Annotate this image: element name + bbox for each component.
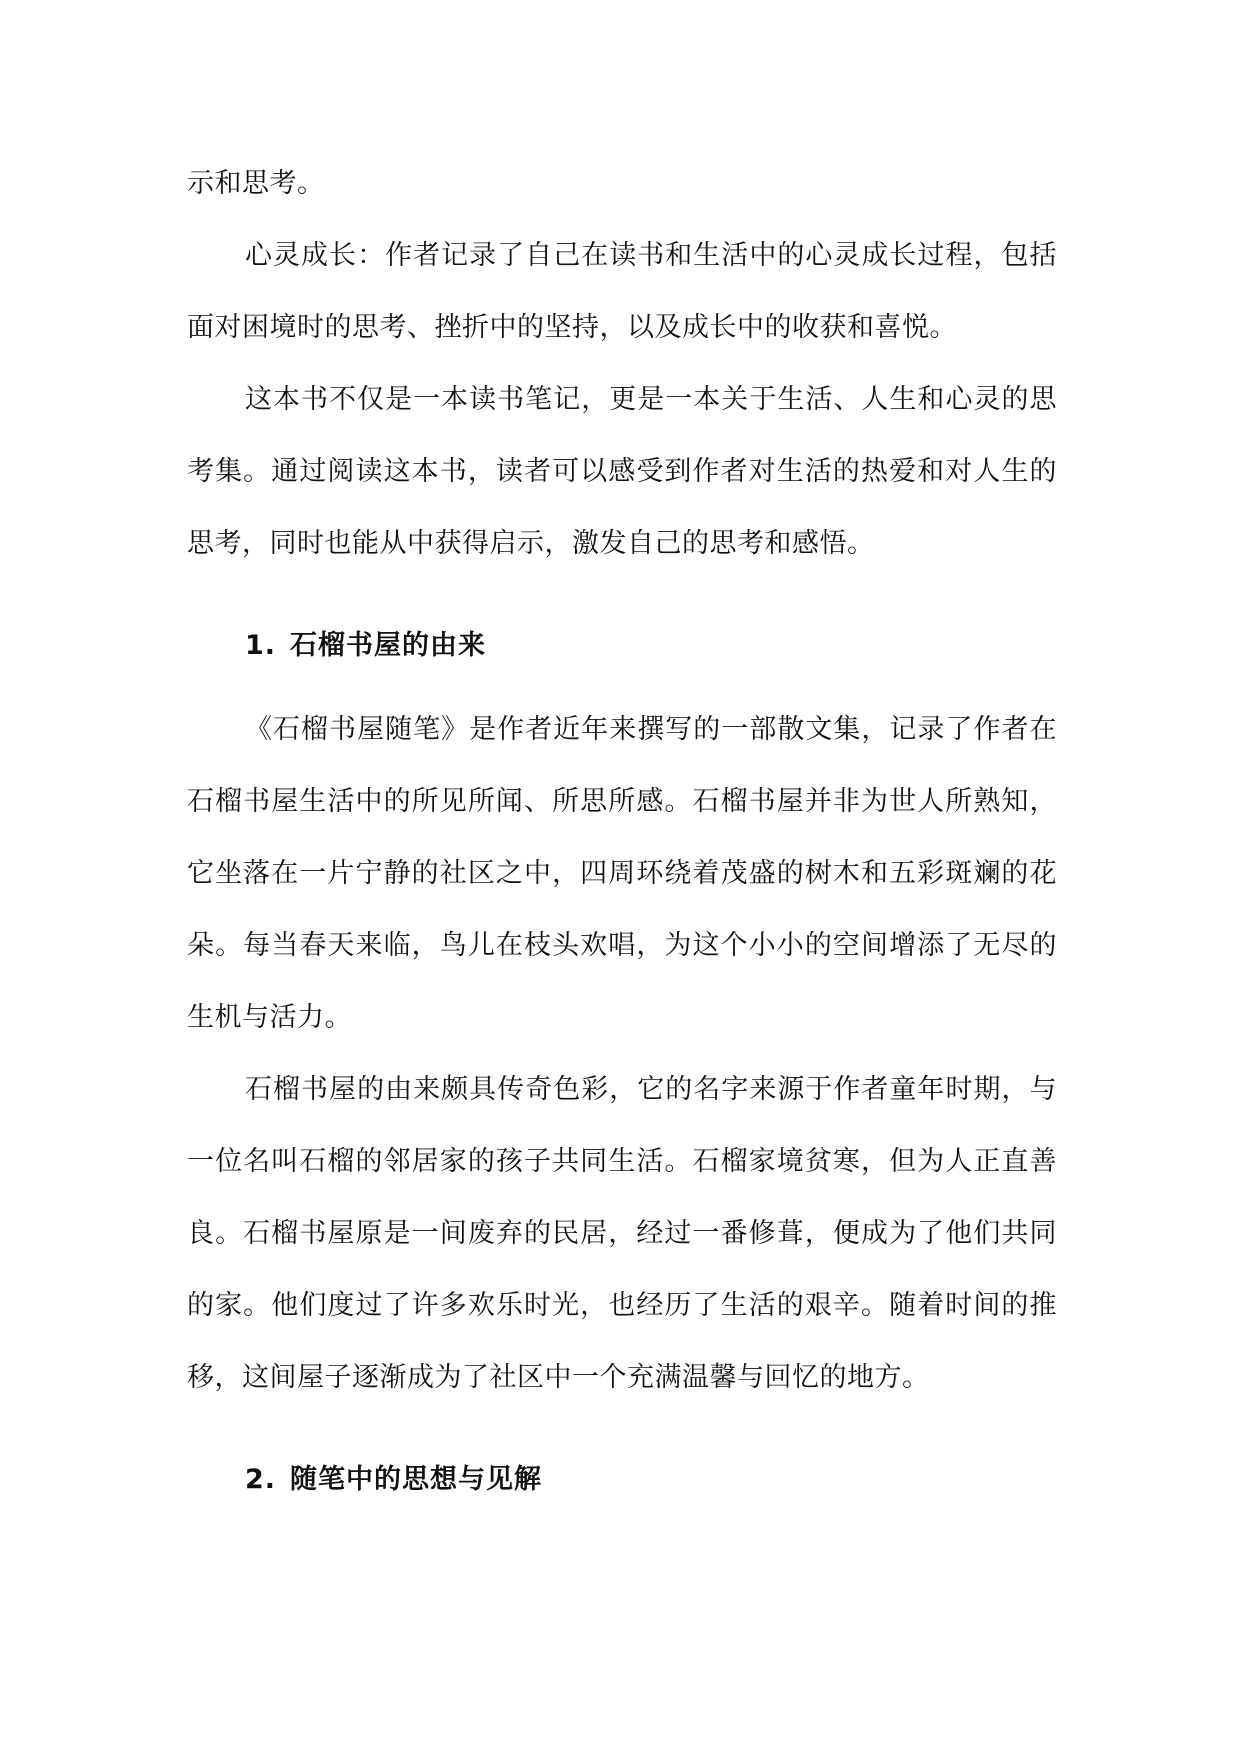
document-body [187, 148, 1057, 1528]
paragraph-spiritual-growth: 心灵成长：作者记录了自己在读书和生活中的心灵成长过程，包括面对困境时的思考、挫折中的坚持，以及成长中的收获和喜悦。 [187, 240, 1057, 343]
section-title: 随笔中的思想与见解 [290, 1464, 543, 1495]
section-title: 石榴书屋的由来 [290, 630, 487, 661]
paragraph-essay-collection: 《石榴书屋随笔》是作者近年来撰写的一部散文集，记录了作者在石榴书屋生活中的所见所闻、所思所感。石榴书屋并非为世人所熟知，它坐落在一片宁静的社区之中，四周环绕着茂盛的树木和五彩斑斓的花朵。每当春天来临，鸟儿在枝头欢唱，为这个小小的空间增添了无尽的生机与活力。 [187, 714, 1057, 1033]
section-heading-1 [187, 610, 1057, 682]
paragraph-bookhouse-origin: 石榴书屋的由来颇具传奇色彩，它的名字来源于作者童年时期，与一位名叫石榴的邻居家的孩子共同生活。石榴家境贫寒，但为人正直善良。石榴书屋原是一间废弃的民居，经过一番修葺，便成为了他们共同的家。他们度过了许多欢乐时光，也经历了生活的艰辛。随着时间的推移，这间屋子逐渐成为了社区中一个充满温馨与回忆的地方。 [187, 1074, 1057, 1393]
section-number: 1. [245, 630, 277, 661]
paragraph-book-summary: 这本书不仅是一本读书笔记，更是一本关于生活、人生和心灵的思考集。通过阅读这本书，读者可以感受到作者对生活的热爱和对人生的思考，同时也能从中获得启示，激发自己的思考和感悟。 [187, 384, 1057, 559]
section-heading-2 [187, 1444, 1057, 1516]
section-number: 2. [245, 1464, 277, 1495]
paragraph-continuation: 示和思考。 [187, 168, 325, 199]
